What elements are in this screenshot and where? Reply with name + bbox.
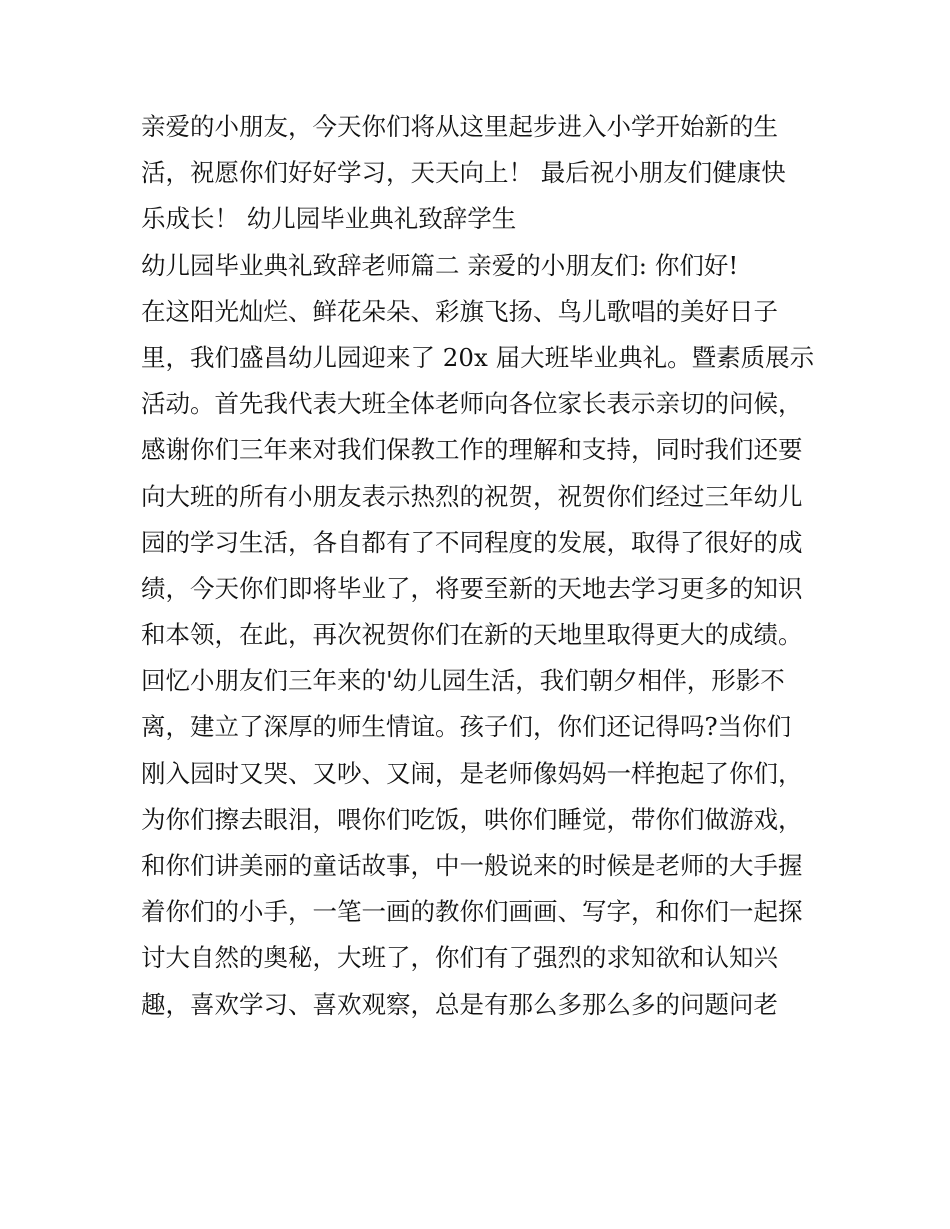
text-line: 绩，今天你们即将毕业了，将要至新的天地去学习更多的知识 (141, 573, 803, 603)
text-line: 着你们的小手，一笔一画的教你们画画、写字，和你们一起探 (141, 897, 803, 927)
text-line: 向大班的所有小朋友表示热烈的祝贺，祝贺你们经过三年幼儿 (141, 481, 803, 511)
text-line: 乐成长！ 幼儿园毕业典礼致辞学生 (141, 204, 517, 234)
text-line: 感谢你们三年来对我们保教工作的理解和支持，同时我们还要 (141, 435, 803, 465)
text-line: 回忆小朋友们三年来的'幼儿园生活，我们朝夕相伴，形影不 (141, 666, 785, 696)
text-line: 活，祝愿你们好好学习，天天向上！ 最后祝小朋友们健康快 (141, 158, 786, 188)
text-line: 里，我们盛昌幼儿园迎来了 20x 届大班毕业典礼。暨素质展示 (141, 342, 815, 372)
text-line: 活动。首先我代表大班全体老师向各位家长表示亲切的问候， (141, 389, 803, 419)
text-line: 刚入园时又哭、又吵、又闹，是老师像妈妈一样抱起了你们， (141, 758, 803, 788)
text-line: 趣，喜欢学习、喜欢观察，总是有那么多那么多的问题问老 (141, 989, 778, 1019)
text-line: 在这阳光灿烂、鲜花朵朵、彩旗飞扬、鸟儿歌唱的美好日子 (141, 296, 778, 326)
document-body (141, 104, 821, 1028)
text-line: 和你们讲美丽的童话故事，中一般说来的时候是老师的大手握 (141, 851, 803, 880)
text-line: 为你们擦去眼泪，喂你们吃饭，哄你们睡觉，带你们做游戏， (141, 804, 803, 834)
text-line: 离，建立了深厚的师生情谊。孩子们，你们还记得吗?当你们 (141, 712, 792, 742)
text-line: 园的学习生活，各自都有了不同程度的发展，取得了很好的成 (141, 527, 803, 557)
text-line: 讨大自然的奥秘，大班了，你们有了强烈的求知欲和认知兴 (141, 943, 778, 973)
text-line: 和本领，在此，再次祝贺你们在新的天地里取得更大的成绩。 (141, 620, 803, 650)
text-line: 亲爱的小朋友，今天你们将从这里起步进入小学开始新的生 (141, 112, 778, 141)
section-heading-line: 幼儿园毕业典礼致辞老师篇二 亲爱的小朋友们: 你们好! (141, 250, 739, 280)
